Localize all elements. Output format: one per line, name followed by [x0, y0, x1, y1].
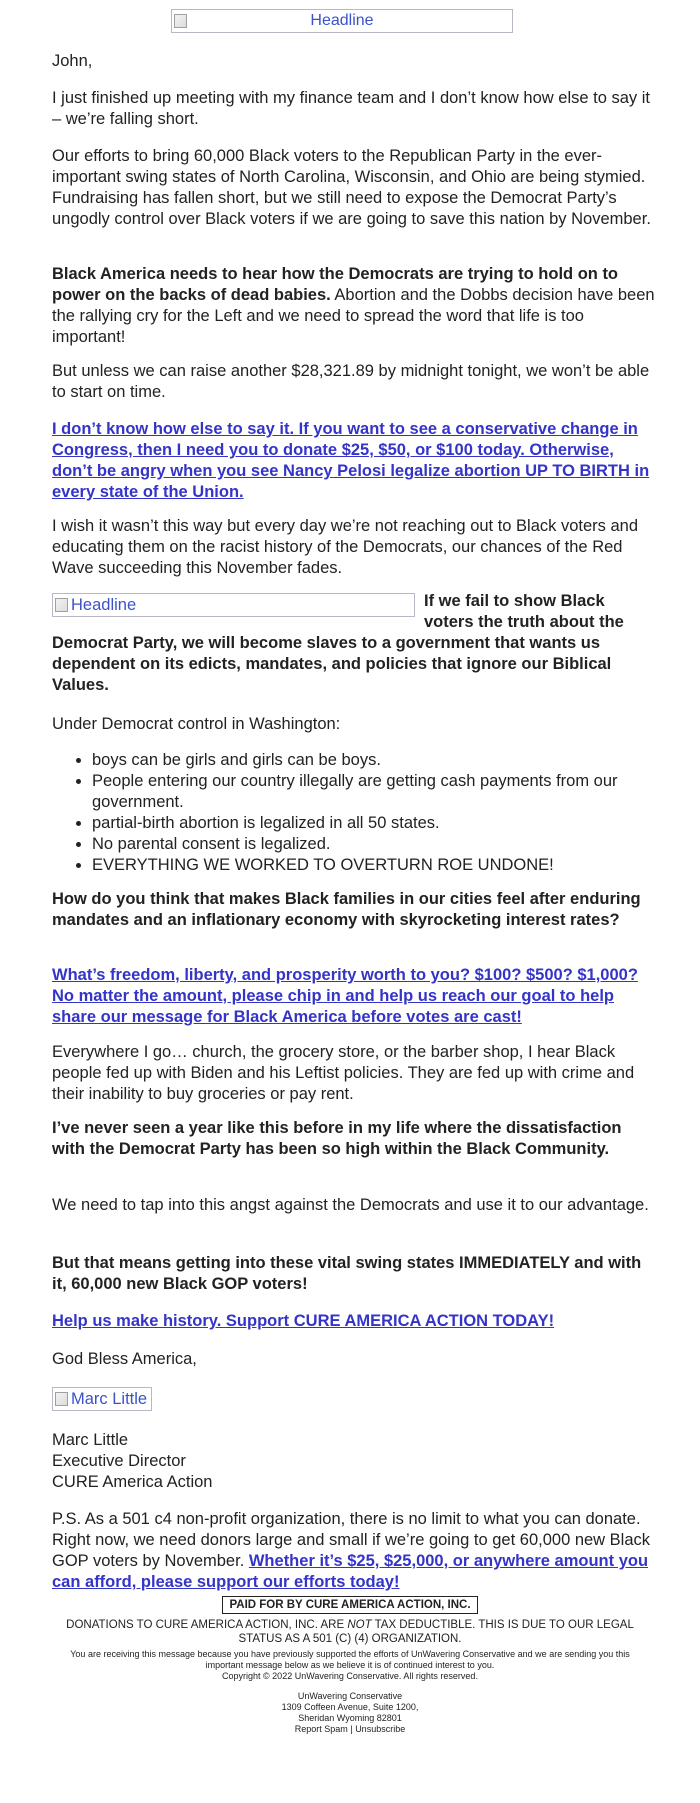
postscript — [52, 1509, 657, 1593]
ps-donate-link[interactable]: Whether it’s $25, $25,000, or anywhere amount you can afford, please support our efforts today! — [52, 1552, 649, 1591]
paragraph-2: Our efforts to bring 60,000 Black voters to the Republican Party in the ever-important swing states of North Carolina, Wisconsin, and Ohio are being stymied. Fundraising has fallen short, but we still need to expose the Democrat Party’s ungodly control over Black voters if we are going to save this nation by November. — [52, 147, 651, 228]
paragraph-7: Under Democrat control in Washington: — [52, 715, 341, 733]
address — [0, 1691, 700, 1735]
signer-org: CURE America Action — [52, 1473, 213, 1491]
copyright: Copyright © 2022 UnWavering Conservative. All rights reserved. — [222, 1671, 478, 1681]
closing: God Bless America, — [52, 1350, 197, 1368]
footer-links — [0, 1724, 700, 1735]
salutation: John, — [52, 52, 93, 70]
signer-title: Executive Director — [52, 1452, 186, 1470]
support-link[interactable]: Help us make history. Support CURE AMERICA ACTION TODAY! — [52, 1312, 555, 1330]
paragraph-4: But unless we can raise another $28,321.89 by midnight tonight, we won’t be able to start on time. — [52, 362, 650, 401]
inline-image-alt: Headline — [71, 595, 137, 614]
paragraph-6 — [52, 591, 657, 696]
list-item: • People entering our country illegally are getting cash payments from our government. — [92, 771, 657, 813]
list-item: • boys can be girls and girls can be boys. — [92, 750, 657, 771]
paragraph-1: I just finished up meeting with my finance team and I don’t know how else to say it – we’re falling short. — [52, 89, 650, 128]
tax-notice: DONATIONS TO CURE AMERICA ACTION, INC. ARE NOT TAX DEDUCTIBLE. THIS IS DUE TO OUR LEGAL STATUS AS A 501 (C) (4) ORGANIZATION. — [66, 1619, 634, 1645]
paragraph-9: Everywhere I go… church, the grocery store, or the barber shop, I hear Black people fed up with Biden and his Leftist policies. They are fed up with crime and their inability to buy groceries or pay rent. — [52, 1043, 635, 1103]
paragraph-8: How do you think that makes Black families in our cities feel after enduring mandates and an inflationary economy with skyrocketing interest rates? — [52, 890, 641, 929]
report-spam-link[interactable]: Report Spam — [294, 1724, 348, 1734]
paragraph-3-text: Abortion and the Dobbs decision have been the rallying cry for the Left and we need to spread the word that life is too important! — [52, 286, 655, 346]
inline-headline-image — [52, 593, 415, 617]
paragraph-11: We need to tap into this angst against the Democrats and use it to our advantage. — [52, 1196, 649, 1214]
header-image-alt: Headline — [310, 12, 374, 29]
unsubscribe-link[interactable]: Unsubscribe — [355, 1724, 406, 1734]
donate-link-2[interactable]: What’s freedom, liberty, and prosperity worth to you? $100? $500? $1,000? No matter the amount, please chip in and help us reach our goal to help share our message for Black America before votes are cast! — [52, 966, 638, 1026]
address-name: UnWavering Conservative — [297, 1691, 403, 1701]
signer-name: Marc Little — [52, 1431, 129, 1449]
broken-image-icon — [174, 14, 187, 28]
donate-link-1[interactable]: I don’t know how else to say it. If you want to see a conservative change in Congress, then I need you to donate $25, $50, or $100 today. Otherwise, don’t be angry when you see Nancy Pelosi legalize abortion UP TO BIRTH in every state of the Union. — [52, 420, 650, 501]
broken-image-icon — [55, 598, 68, 612]
footer-link-separator: | — [350, 1724, 353, 1734]
receiving-notice: You are receiving this message because you have previously supported the efforts of UnWavering Conservative and we are sending you this important message below as we believe it is of continued interest to you. — [70, 1649, 630, 1670]
list-item: • No parental consent is legalized. — [92, 834, 657, 855]
address-city: Sheridan Wyoming 82801 — [298, 1713, 402, 1723]
paragraph-12: But that means getting into these vital swing states IMMEDIATELY and with it, 60,000 new Black GOP voters! — [52, 1254, 642, 1293]
paid-for-notice: PAID FOR BY CURE AMERICA ACTION, INC. — [222, 1596, 477, 1614]
paragraph-6-bold: If we fail to show Black voters the truth about the Democrat Party, we will become slaves to a government that wants us dependent on its edicts, mandates, and policies that ignore our Biblical Values. — [52, 592, 624, 694]
broken-image-icon — [55, 1392, 68, 1406]
address-street: 1309 Coffeen Avenue, Suite 1200, — [281, 1702, 419, 1712]
paragraph-5: I wish it wasn’t this way but every day we’re not reaching out to Black voters and educating them on the racist history of the Democrats, our chances of the Red Wave succeeding this November fades. — [52, 517, 639, 577]
header-image — [171, 9, 513, 33]
list-item: • EVERYTHING WE WORKED TO OVERTURN ROE UNDONE! — [92, 855, 657, 876]
paragraph-3 — [52, 264, 657, 348]
footer — [0, 1595, 700, 1735]
paragraph-10: I’ve never seen a year like this before in my life where the dissatisfaction with the Democrat Party has been so high within the Black Community. — [52, 1119, 622, 1158]
list-item: • partial-birth abortion is legalized in all 50 states. — [92, 813, 657, 834]
signature-image-alt: Marc Little — [71, 1389, 148, 1408]
signature-image — [52, 1387, 152, 1411]
bullet-list — [52, 750, 657, 876]
signer-block — [52, 1430, 657, 1493]
paragraph-3-bold: Black America needs to hear how the Democrats are trying to hold on to power on the backs of dead babies. — [52, 265, 619, 304]
ps-text: P.S. As a 501 c4 non-profit organization, there is no limit to what you can donate. Right now, we need donors large and small if we’re going to get 60,000 new Black GOP voters by November. — [52, 1510, 651, 1570]
